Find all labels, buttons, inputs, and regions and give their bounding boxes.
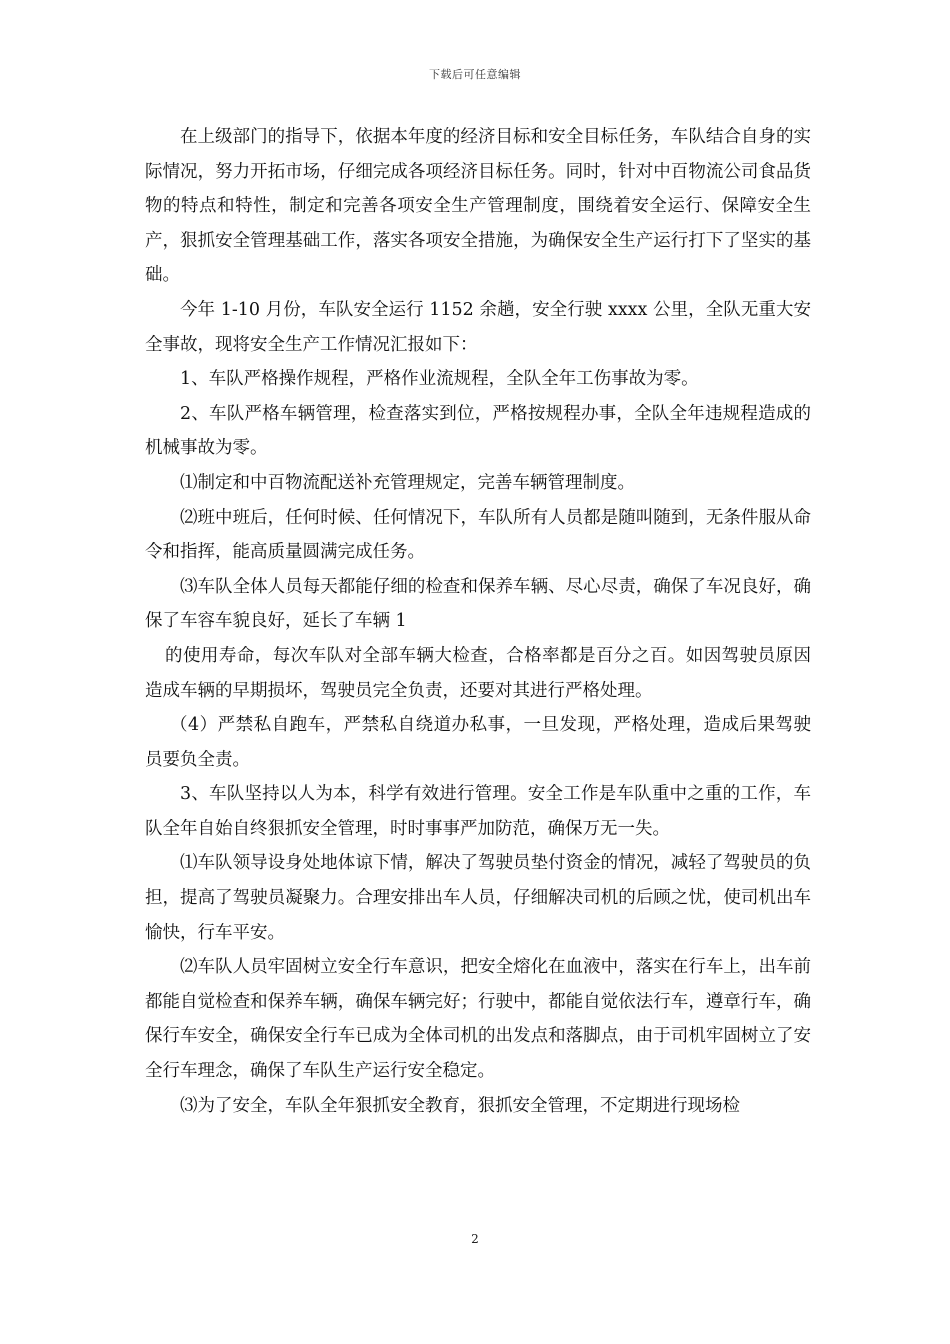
page-number: 2 bbox=[471, 1232, 479, 1246]
paragraph: ⑴车队领导设身处地体谅下情，解决了驾驶员垫付资金的情况，减轻了驾驶员的负担，提高了驾驶员凝聚力。合理安排出车人员，仔细解决司机的后顾之忧，使司机出车愉快，行车平安。 bbox=[145, 853, 811, 943]
paragraph: ⑵班中班后，任何时候、任何情况下，车队所有人员都是随叫随到，无条件服从命令和指挥，能高质量圆满完成任务。 bbox=[145, 507, 811, 563]
paragraph: 3、车队坚持以人为本，科学有效进行管理。安全工作是车队重中之重的工作，车队全年自始自终狠抓安全管理，时时事事严加防范，确保万无一失。 bbox=[145, 784, 811, 839]
paragraph: ⑶车队全体人员每天都能仔细的检查和保养车辆、尽心尽责，确保了车况良好，确保了车容车貌良好，延长了车辆 1 bbox=[145, 576, 811, 632]
paragraph: ⑶为了安全，车队全年狠抓安全教育，狠抓安全管理，不定期进行现场检 bbox=[180, 1095, 740, 1116]
paragraph: 的使用寿命，每次车队对全部车辆大检查，合格率都是百分之百。如因驾驶员原因造成车辆的早期损坏，驾驶员完全负责，还要对其进行严格处理。 bbox=[145, 645, 811, 701]
document-body bbox=[145, 120, 811, 1123]
paragraph: ⑴制定和中百物流配送补充管理规定，完善车辆管理制度。 bbox=[180, 472, 635, 493]
paragraph: （4）严禁私自跑车，严禁私自绕道办私事，一旦发现，严格处理，造成后果驾驶员要负全责。 bbox=[145, 715, 811, 770]
page-header: 下载后可任意编辑 bbox=[429, 68, 521, 81]
paragraph: 在上级部门的指导下，依据本年度的经济目标和安全目标任务，车队结合自身的实际情况，努力开拓市场，仔细完成各项经济目标任务。同时，针对中百物流公司食品货物的特点和特性，制定和完善各项安全生产管理制度，围绕着安全运行、保障安全生产，狠抓安全管理基础工作，落实各项安全措施，为确保安全生产运行打下了坚实的基础。 bbox=[145, 127, 811, 286]
paragraph: 1、车队严格操作规程，严格作业流规程，全队全年工伤事故为零。 bbox=[180, 369, 699, 390]
paragraph: ⑵车队人员牢固树立安全行车意识，把安全熔化在血液中，落实在行车上，出车前都能自觉检查和保养车辆，确保车辆完好；行驶中，都能自觉依法行车，遵章行车，确保行车安全，确保安全行车已成为全体司机的出发点和落脚点，由于司机牢固树立了安全行车理念，确保了车队生产运行安全稳定。 bbox=[145, 957, 811, 1082]
paragraph: 2、车队严格车辆管理，检查落实到位，严格按规程办事，全队全年违规程造成的机械事故为零。 bbox=[145, 403, 811, 459]
paragraph: 今年 1-10 月份，车队安全运行 1152 余趟，安全行驶 xxxx 公里，全队无重大安全事故，现将安全生产工作情况汇报如下： bbox=[145, 299, 811, 355]
